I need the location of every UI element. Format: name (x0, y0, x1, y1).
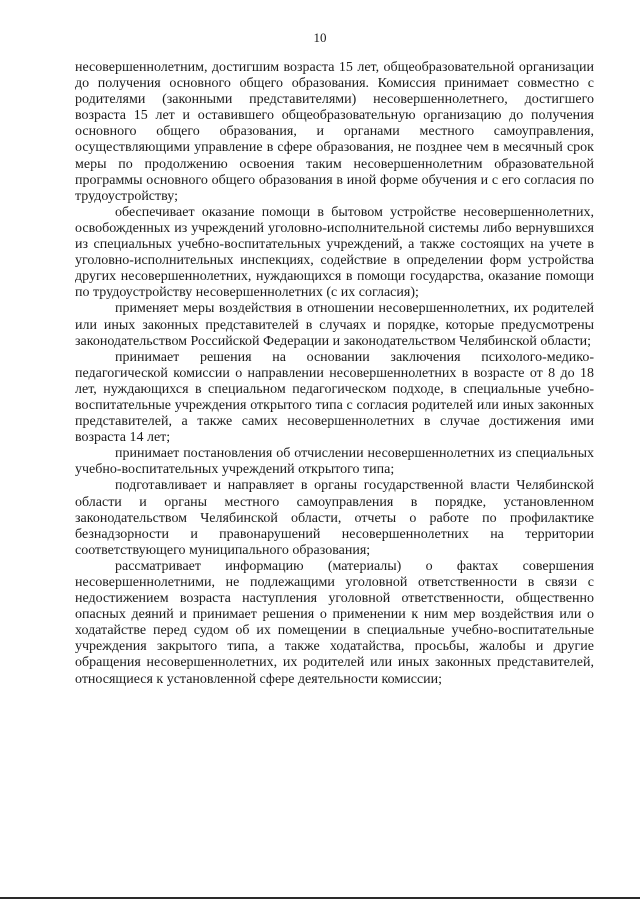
paragraph-expulsion: принимает постановления об отчислении несовершеннолетних из специальных учебно-воспитательных учреждений открытого типа; (75, 446, 594, 478)
paragraph-reports: подготавливает и направляет в органы государственной власти Челябинской области и органы местного самоуправления в порядке, установленном законодательством Челябинской области, отчеты о работе по профилактике безнадзорности и правонарушений несовершеннолетних на территории соответствующего муниципального образования; (75, 478, 594, 558)
paragraph-measures: применяет меры воздействия в отношении несовершеннолетних, их родителей или иных законных представителей в случаях и порядке, которые предусмотрены законодательством Российской Федерации и законодательством Челябинской области; (75, 301, 594, 349)
page-bottom-border (0, 897, 640, 899)
paragraph-continuation: несовершеннолетним, достигшим возраста 15 лет, общеобразовательной организации до получения основного общего образования. Комиссия принимает совместно с родителями (законными представителями) несовершеннолетнего, достигшего возраста 15 лет и оставившего общеобразовательную организацию до получения основного общего образования, и органами местного самоуправления, осуществляющими управление в сфере образования, не позднее чем в месячный срок меры по продолжению освоения таким несовершеннолетним образовательной программы основного общего образования в иной форме обучения и с его согласия по трудоустройству; (75, 60, 594, 204)
page-body (75, 60, 594, 688)
paragraph-assistance: обеспечивает оказание помощи в бытовом устройстве несовершеннолетних, освобожденных из учреждений уголовно-исполнительной системы либо вернувшихся из специальных учебно-воспитательных учреждений, а также состоящих на учете в уголовно-исполнительных инспекциях, содействие в определении форм устройства других несовершеннолетних, нуждающихся в помощи государства, оказание помощи по трудоустройству несовершеннолетних (с их согласия); (75, 204, 594, 301)
page-number: 10 (313, 30, 327, 45)
paragraph-information: рассматривает информацию (материалы) о фактах совершения несовершеннолетними, не подлежащими уголовной ответственности в связи с недостижением возраста наступления уголовной ответственности, общественно опасных деяний и принимает решения о применении к ним мер воздействия или о ходатайстве перед судом об их помещении в специальные учебно-воспитательные учреждения закрытого типа, а также ходатайства, просьбы, жалобы и другие обращения несовершеннолетних, их родителей или иных законных представителей, относящиеся к установленной сфере деятельности комиссии; (75, 558, 594, 687)
paragraph-decisions: принимает решения на основании заключения психолого-медико-педагогической комиссии о направлении несовершеннолетних в возрасте от 8 до 18 лет, нуждающихся в специальном педагогическом подходе, в специальные учебно-воспитательные учреждения открытого типа с согласия родителей или иных законных представителей, а также самих несовершеннолетних в случае достижения ими возраста 14 лет; (75, 349, 594, 446)
